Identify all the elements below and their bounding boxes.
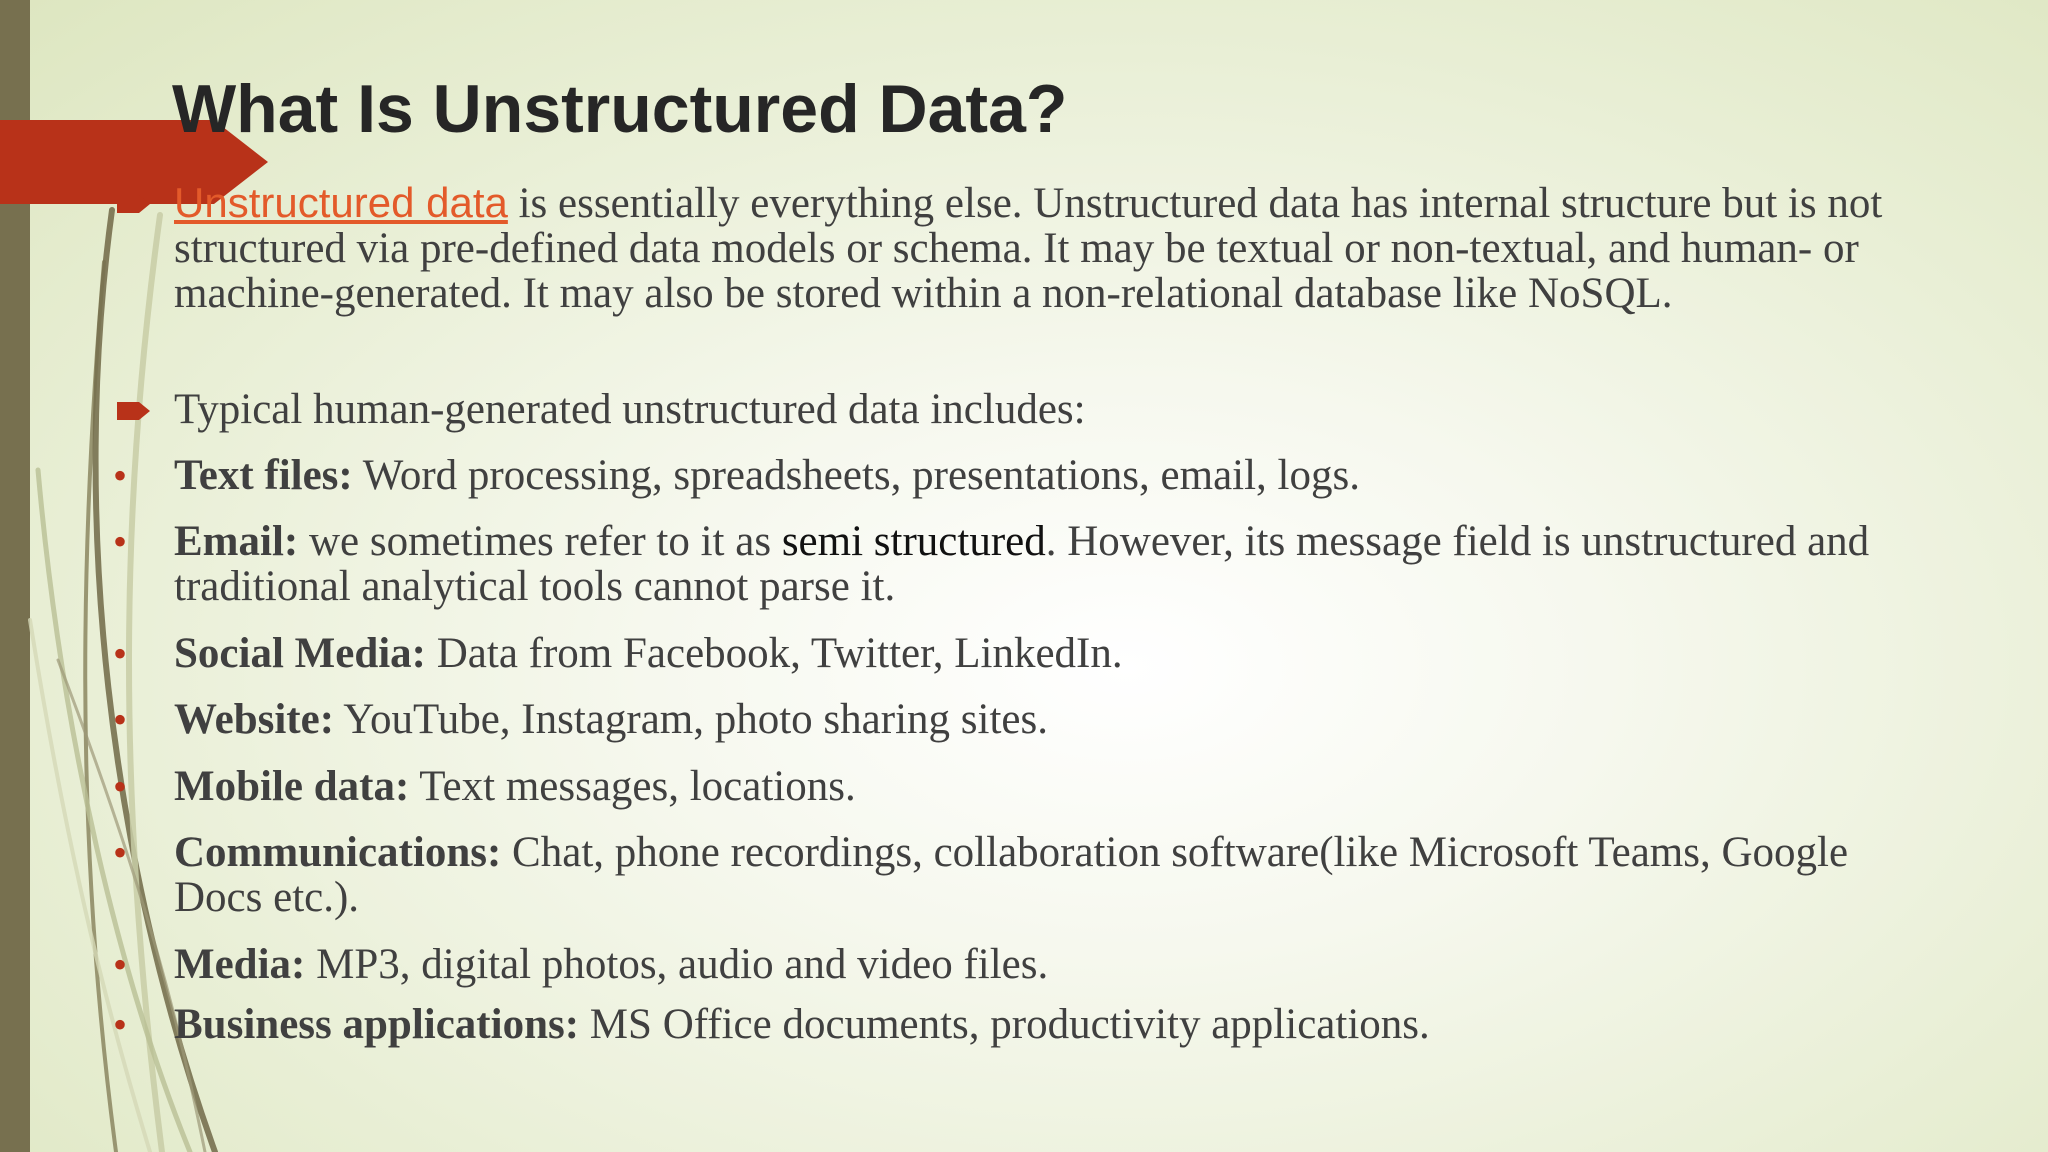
item-text: we sometimes refer to it as [298,518,782,565]
bullet-icon: • [113,942,128,987]
bullet-icon: • [113,697,128,742]
item-label: Communications: [174,829,502,876]
item-label: Mobile data: [174,763,410,810]
item-text: YouTube, Instagram, photo sharing sites. [334,696,1048,743]
typical-line: Typical human-generated unstructured data includes: [174,386,1086,433]
list-item-business-applications [174,1002,1884,1047]
item-label: Media: [174,941,306,988]
list-item-email [174,519,1884,609]
arrow-bullet-icon [117,400,151,422]
bullet-icon: • [113,519,128,564]
slide-title: What Is Unstructured Data? [172,71,1068,147]
bullet-icon: • [113,830,128,875]
item-text: Word processing, spreadsheets, presentations, email, logs. [352,452,1360,499]
intro-text: is essentially everything else. Unstructured data has internal structure but is not structured via pre-defined data models or schema. It may be textual or non-textual, and human- or machine-generated. It may also be stored within a non-relational database like NoSQL. [174,180,1883,317]
list-item-website [174,697,1884,742]
bullet-icon: • [113,764,128,809]
item-text: Text messages, locations. [409,763,856,810]
semi-structured-highlight: semi structured [781,518,1046,565]
intro-paragraph [174,180,1884,316]
arrow-bullet-icon [117,193,151,215]
list-item-mobile-data [174,764,1884,809]
item-label: Text files: [174,452,353,499]
item-label: Email: [174,518,299,565]
item-text: Chat, phone recordings, collaboration software(like Microsoft Teams, Google Docs etc.). [174,829,1849,921]
list-item-communications [174,830,1884,920]
bullet-icon: • [113,1002,128,1047]
list-item-media [174,942,1884,987]
item-label: Social Media: [174,630,426,677]
item-label: Website: [174,696,335,743]
item-text-continued: . However, its message field is unstructured and traditional analytical tools cannot parse it. [174,518,1870,610]
bullet-icon: • [113,631,128,676]
bullet-icon: • [113,453,128,498]
list-item-social-media [174,631,1884,676]
item-text: Data from Facebook, Twitter, LinkedIn. [426,630,1123,677]
list-item-text-files [174,453,1884,498]
item-label: Business applications: [174,1001,580,1048]
item-text: MS Office documents, productivity applications. [579,1001,1430,1048]
unstructured-data-link[interactable]: Unstructured data [174,179,508,226]
item-text: MP3, digital photos, audio and video files. [305,941,1049,988]
